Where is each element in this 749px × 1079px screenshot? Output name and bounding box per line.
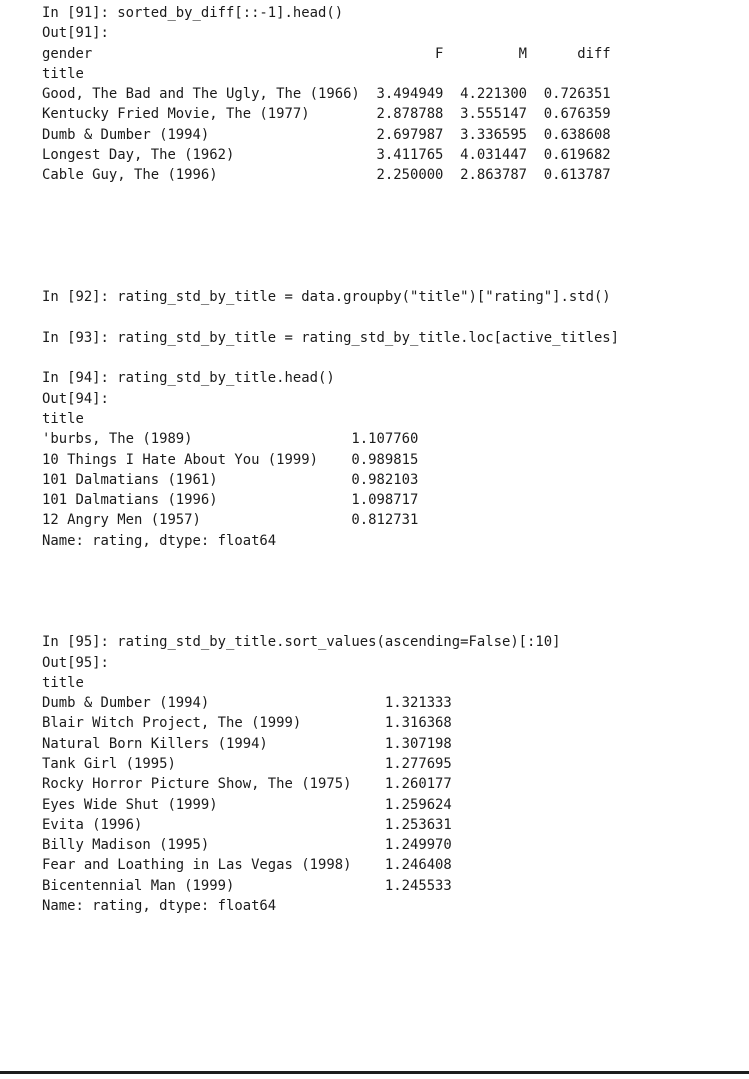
series-row: 12 Angry Men (1957) 0.812731 <box>42 512 419 529</box>
series-row: Rocky Horror Picture Show, The (1975) 1.260177 <box>42 776 452 793</box>
console-cell-91 <box>42 3 749 186</box>
table-index-header: title <box>42 65 84 82</box>
series-index-header: title <box>42 410 84 427</box>
series-row: Bicentennial Man (1999) 1.245533 <box>42 877 452 894</box>
series-footer: Name: rating, dtype: float64 <box>42 532 277 549</box>
series-index-header: title <box>42 674 84 691</box>
series-row: 10 Things I Hate About You (1999) 0.989815 <box>42 451 419 468</box>
table-row: Longest Day, The (1962) 3.411765 4.031447 0.619682 <box>42 147 611 164</box>
table-row: Cable Guy, The (1996) 2.250000 2.863787 0.613787 <box>42 167 611 184</box>
ipython-console-output <box>42 3 749 916</box>
console-cell-95 <box>42 632 749 916</box>
series-row: 101 Dalmatians (1996) 1.098717 <box>42 492 419 509</box>
series-row: Natural Born Killers (1994) 1.307198 <box>42 735 452 752</box>
series-row: Evita (1996) 1.253631 <box>42 816 452 833</box>
input-line-94: In [94]: rating_std_by_title.head() <box>42 370 335 387</box>
table-columns-header: gender F M diff <box>42 45 611 62</box>
output-label-94: Out[94]: <box>42 390 109 407</box>
series-row: Dumb & Dumber (1994) 1.321333 <box>42 695 452 712</box>
series-row: Tank Girl (1995) 1.277695 <box>42 756 452 772</box>
page-bottom-rule <box>0 1071 749 1074</box>
console-cell-93 <box>42 328 749 348</box>
table-row: Dumb & Dumber (1994) 2.697987 3.336595 0.638608 <box>42 126 611 143</box>
series-footer: Name: rating, dtype: float64 <box>42 898 277 915</box>
input-line-92: In [92]: rating_std_by_title = data.groupby("title")["rating"].std() <box>42 289 611 306</box>
series-row: 'burbs, The (1989) 1.107760 <box>42 431 419 448</box>
table-row: Good, The Bad and The Ugly, The (1966) 3.494949 4.221300 0.726351 <box>42 86 611 103</box>
series-row: Eyes Wide Shut (1999) 1.259624 <box>42 796 452 813</box>
series-row: Fear and Loathing in Las Vegas (1998) 1.246408 <box>42 857 452 874</box>
input-line-93: In [93]: rating_std_by_title = rating_std_by_title.loc[active_titles] <box>42 329 620 346</box>
console-cell-94 <box>42 368 749 551</box>
table-row: Kentucky Fried Movie, The (1977) 2.878788 3.555147 0.676359 <box>42 106 611 123</box>
series-row: Billy Madison (1995) 1.249970 <box>42 837 452 854</box>
output-label-95: Out[95]: <box>42 654 109 671</box>
console-cell-92 <box>42 287 749 307</box>
input-line-95: In [95]: rating_std_by_title.sort_values(ascending=False)[:10] <box>42 634 561 651</box>
series-row: 101 Dalmatians (1961) 0.982103 <box>42 471 419 488</box>
series-row: Blair Witch Project, The (1999) 1.316368 <box>42 715 452 732</box>
output-label-91: Out[91]: <box>42 25 109 42</box>
input-line-91: In [91]: sorted_by_diff[::-1].head() <box>42 5 344 21</box>
